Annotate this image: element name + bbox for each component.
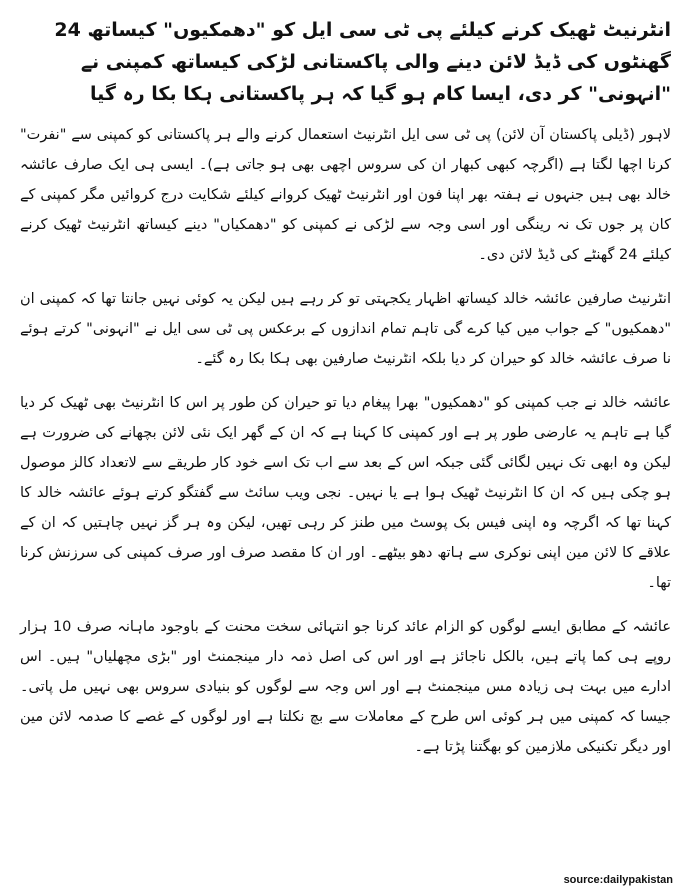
source-credit: source:dailypakistan [563,874,673,886]
article-paragraph-3: عائشہ خالد نے جب کمپنی کو "دھمکیوں" بھرا پیغام دیا تو حیران کن طور پر اس کا انٹرنیٹ بھی ٹھیک کر دیا گیا ہے تاہم یہ عارضی طور پر ہے اور کمپنی کا کہنا ہے کہ ان کے گھر ایک نئی لائن بچھانے کی ضرورت ہے لیکن وہ ابھی تک نہیں لگائی گئی جبکہ اس کے بعد سے اب تک اسے خود کار طریقے سے لاتعداد کالز موصول ہو چکی ہیں کہ ان کا انٹرنیٹ ٹھیک ہوا ہے یا نہیں۔ نجی ویب سائٹ سے گفتگو کرتے ہوئے عائشہ خالد کا کہنا تھا کہ اگرچہ وہ اپنی فیس بک پوسٹ میں طنز کر رہی تھیں، لیکن وہ ہر گز نہیں چاہتیں کہ ان کے علاقے کا لائن مین اپنی نوکری سے ہاتھ دھو بیٹھے۔ اور ان کا مقصد صرف اور صرف کمپنی کی سرزنش کرنا تھا۔ [20,395,671,591]
article-paragraph-2: انٹرنیٹ صارفین عائشہ خالد کیساتھ اظہار یکجہتی تو کر رہے ہیں لیکن یہ کوئی نہیں جانتا تھا کہ کمپنی ان "دھمکیوں" کے جواب میں کیا کرے گی تاہم تمام اندازوں کے برعکس پی ٹی سی ایل نے "انہونی" کرتے ہوئے نا صرف عائشہ خالد کو حیران کر دیا بلکہ انٹرنیٹ صارفین بھی ہکا بکا رہ گئے۔ [20,291,671,367]
article-paragraph-4: عائشہ کے مطابق ایسے لوگوں کو الزام عائد کرنا جو انتہائی سخت محنت کے باوجود ماہانہ صرف 10 ہزار روپے ہی کما پاتے ہیں، بالکل ناجائز ہے اور اس کی اصل ذمہ دار مینجمنٹ اور "بڑی مچھلیاں" ہیں۔ اس ادارے میں بہت ہی زیادہ مس مینجمنٹ ہے اور اس وجہ سے لوگوں کو بنیادی سروس بھی نہیں مل پاتی۔ جیسا کہ کمپنی میں ہر کوئی اس طرح کے معاملات سے بچ نکلتا ہے اور لوگوں کے غصے کا صدمہ لائن مین اور دیگر تکنیکی ملازمین کو بھگتنا پڑتا ہے۔ [20,619,671,755]
article-paragraph-1: لاہور (ڈیلی پاکستان آن لائن) پی ٹی سی ایل انٹرنیٹ استعمال کرنے والے ہر پاکستانی کو کمپنی سے "نفرت" کرنا اچھا لگتا ہے (اگرچہ کبھی کبھار ان کی سروس اچھی بھی ہو جاتی ہے)۔ ایسی ہی ایک صارف عائشہ خالد بھی ہیں جنہوں نے ہفتہ بھر اپنا فون اور انٹرنیٹ ٹھیک کروانے کیلئے شکایت درج کروائیں مگر کمپنی کے کان پر جوں تک نہ رینگی اور اسی وجہ سے لڑکی نے کمپنی کو "دھمکیاں" دینے کیساتھ انٹرنیٹ ٹھیک کرنے کیلئے 24 گھنٹے کی ڈیڈ لائن دی۔ [20,127,671,263]
article-headline: انٹرنیٹ ٹھیک کرنے کیلئے پی ٹی سی ایل کو "دھمکیوں" کیساتھ 24 گھنٹوں کی ڈیڈ لائن دینے والی پاکستانی لڑکی کیساتھ کمپنی نے "انہونی" کر دی، ایسا کام ہو گیا کہ ہر پاکستانی ہکا بکا رہ گیا [54,19,671,105]
